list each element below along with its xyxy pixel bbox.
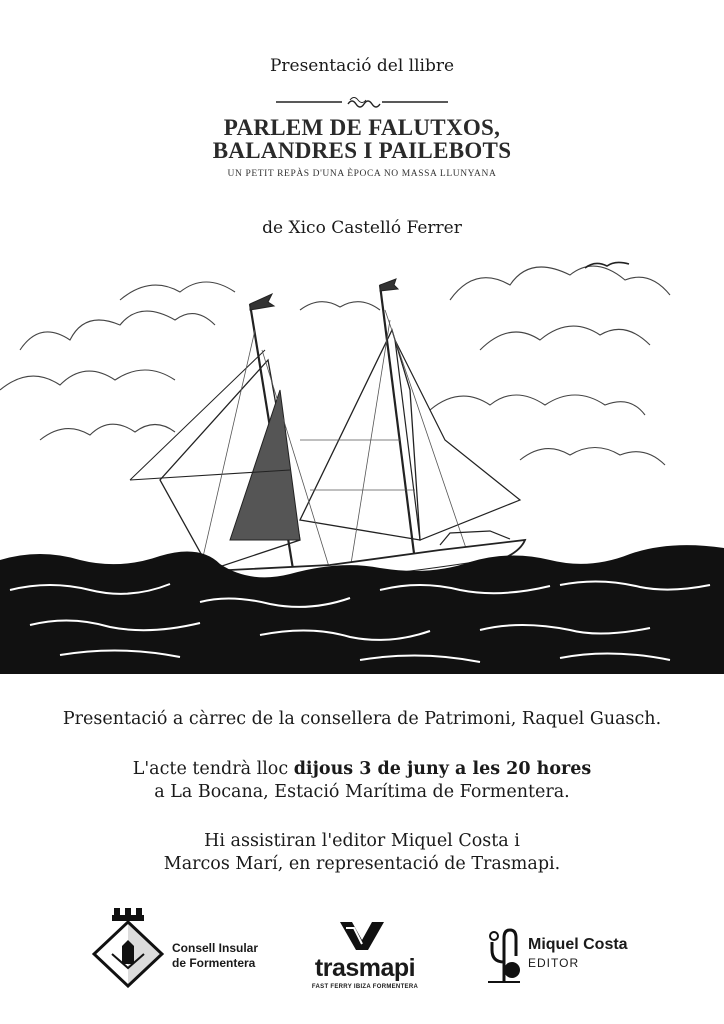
sailing-ship-illustration bbox=[0, 240, 724, 674]
author-line: de Xico Castelló Ferrer bbox=[262, 218, 462, 238]
intro-text: Presentació del llibre bbox=[269, 56, 455, 76]
event-date-bold: dijous 3 de juny a les 20 hores bbox=[293, 759, 592, 779]
ornament-divider bbox=[276, 95, 448, 109]
miquel-costa-role: EDITOR bbox=[528, 956, 580, 970]
trasmapi-name: trasmapi bbox=[314, 954, 416, 982]
cactus-icon bbox=[484, 926, 524, 984]
miquel-costa-logo bbox=[484, 926, 654, 986]
attendees-line2: Marcos Marí, en representació de Trasmapi. bbox=[163, 854, 561, 874]
miquel-costa-name: Miquel Costa bbox=[528, 936, 628, 953]
consell-name-line2: de Formentera bbox=[172, 956, 256, 970]
attendees-line1: Hi assistiran l'editor Miquel Costa i bbox=[204, 831, 520, 851]
presenter-text: Presentació a càrrec de la consellera de Patrimoni, Raquel Guasch. bbox=[62, 709, 662, 729]
event-details bbox=[0, 758, 724, 804]
event-date-line bbox=[0, 758, 724, 781]
book-title-line2: BALANDRES I PAILEBOTS bbox=[212, 138, 512, 163]
event-date-prefix: L'acte tendrà lloc bbox=[132, 759, 294, 779]
consell-crest-icon bbox=[92, 906, 164, 988]
consell-name-line1: Consell Insular bbox=[172, 941, 259, 955]
trasmapi-logo bbox=[300, 918, 430, 994]
attendees-text bbox=[0, 830, 724, 876]
book-title-line1: PARLEM DE FALUTXOS, bbox=[223, 115, 501, 140]
event-location: a La Bocana, Estació Marítima de Formentera. bbox=[154, 782, 570, 802]
trasmapi-wave-icon bbox=[338, 918, 386, 952]
book-subtitle: UN PETIT REPÀS D'UNA ÈPOCA NO MASSA LLUNYANA bbox=[227, 169, 497, 179]
book-title bbox=[0, 116, 724, 162]
consell-insular-logo bbox=[92, 906, 262, 988]
trasmapi-tagline: FAST FERRY IBIZA FORMENTERA bbox=[311, 984, 419, 990]
